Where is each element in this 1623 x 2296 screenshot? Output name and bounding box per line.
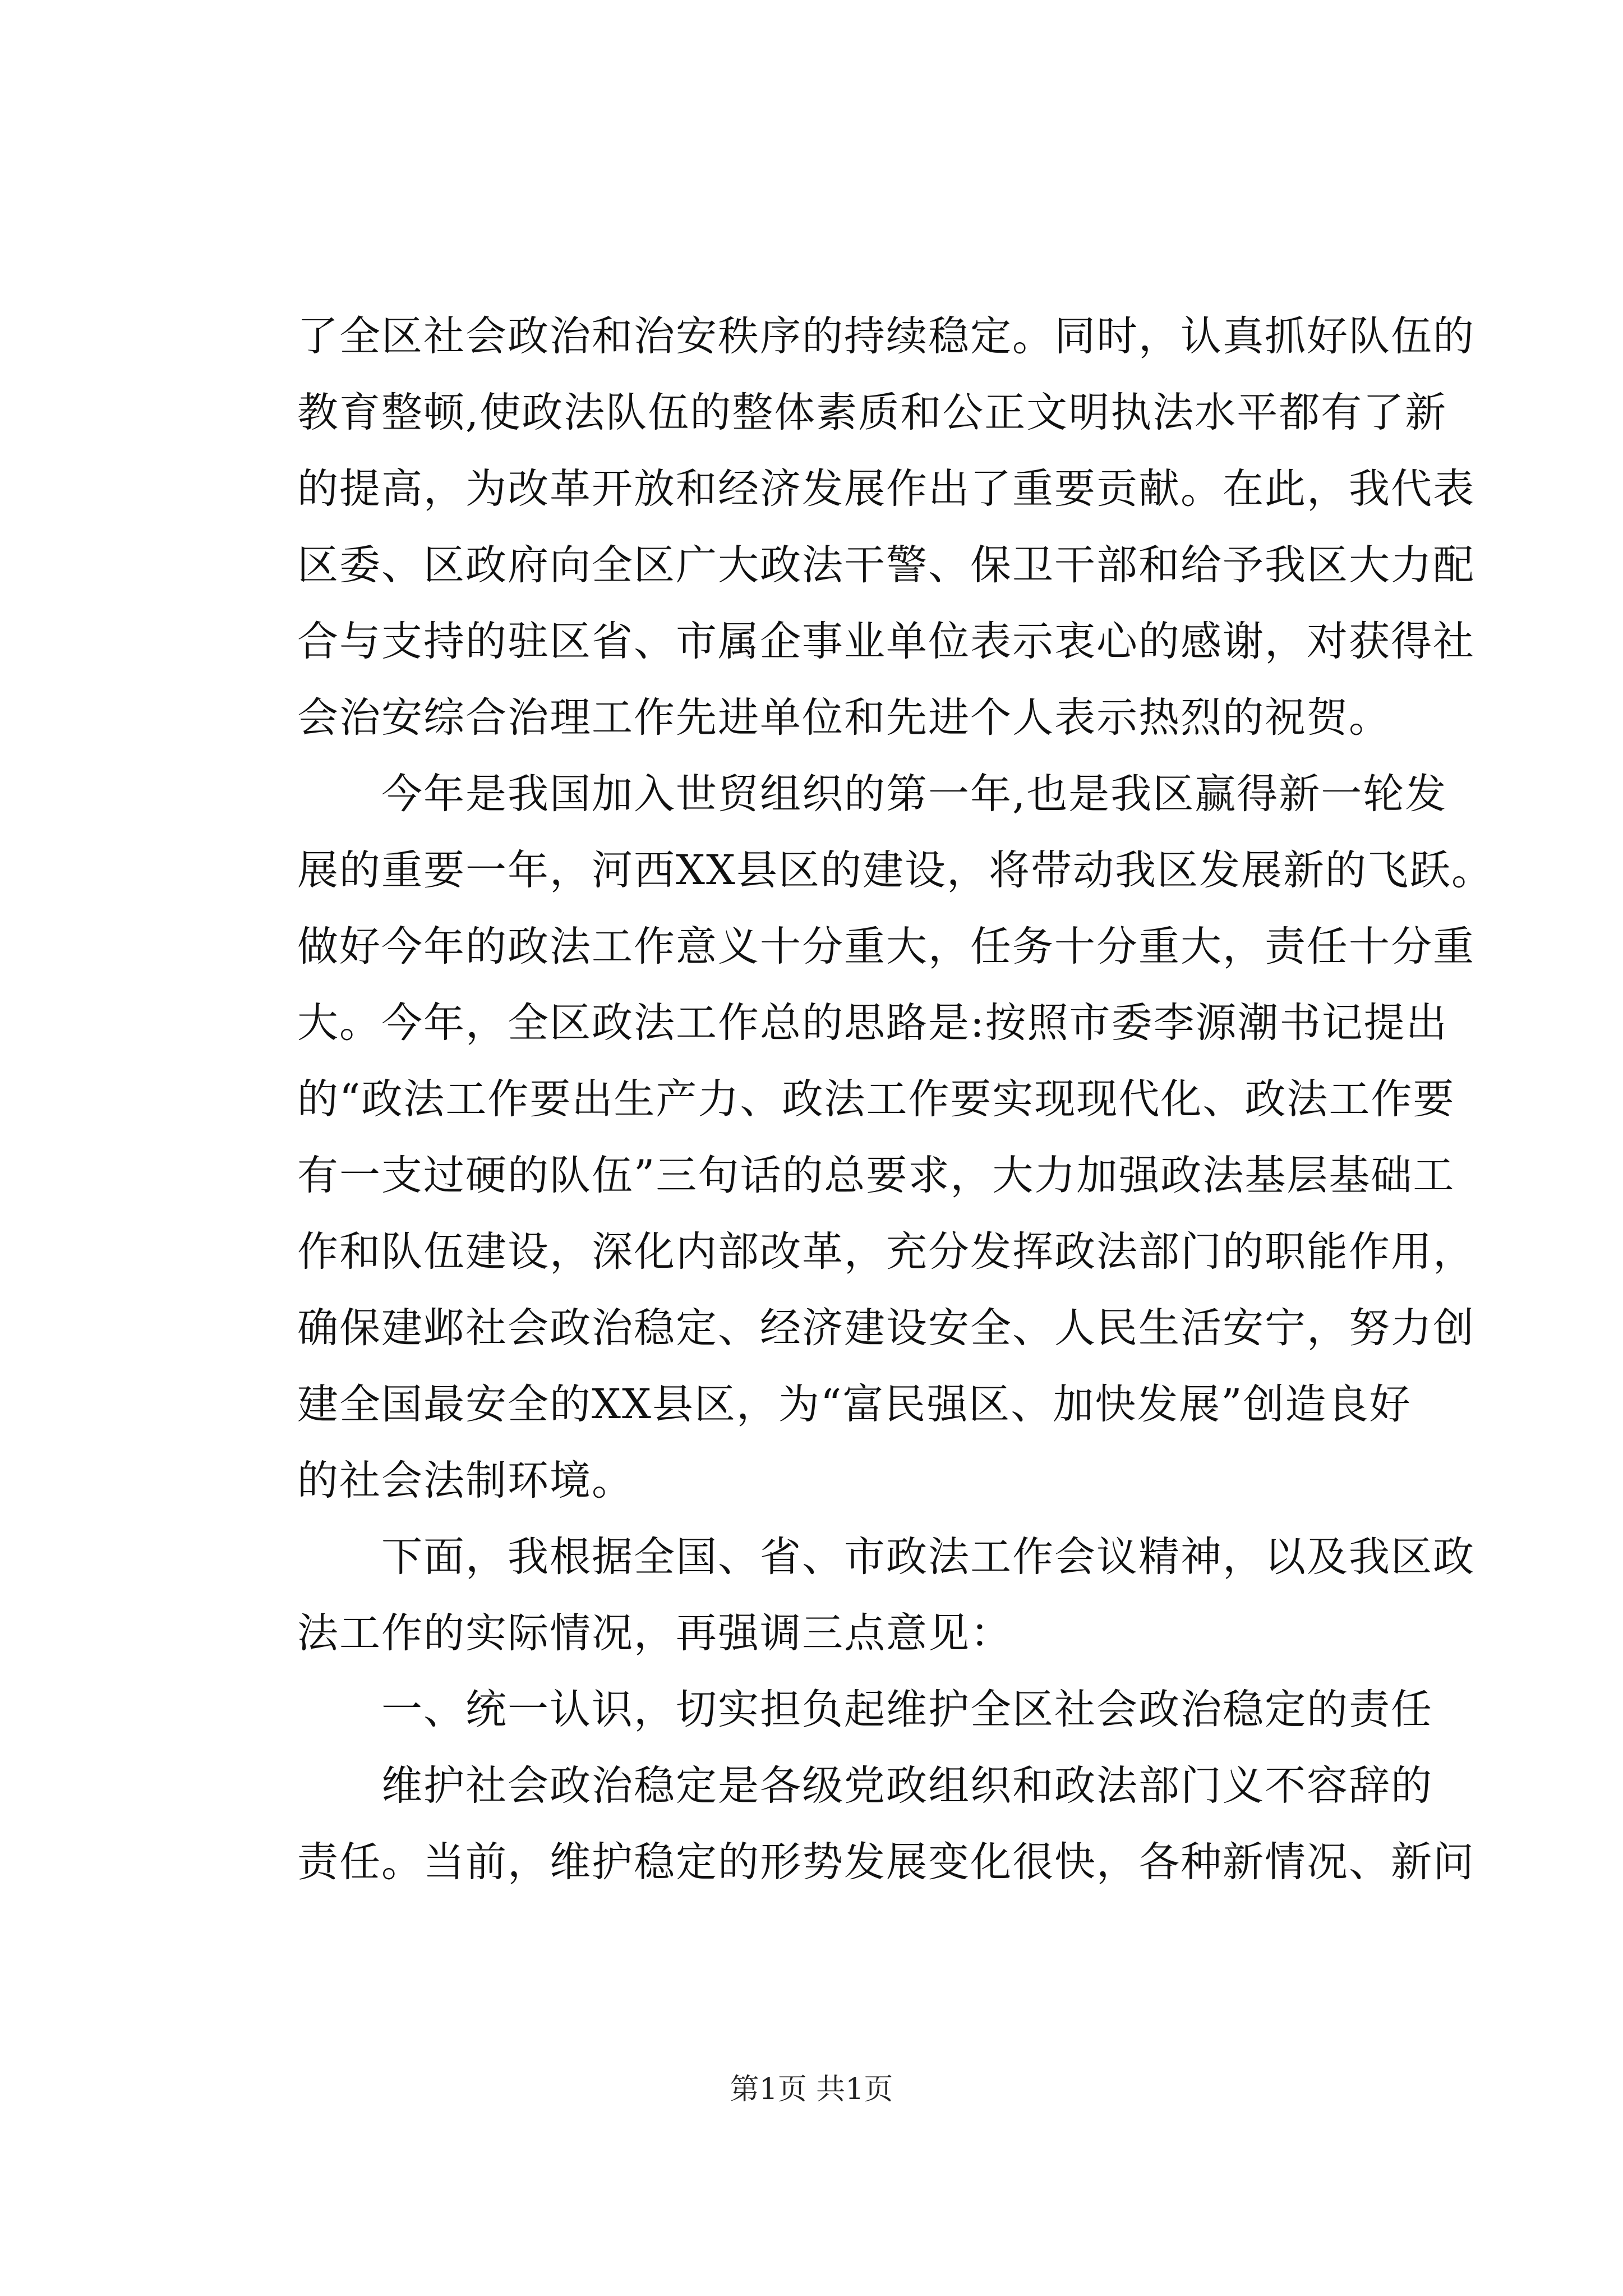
- text-line: 做好今年的政法工作意义十分重大，任务十分重大，责任十分重: [297, 923, 1475, 970]
- page-number-footer: 第1页 共1页: [730, 2073, 893, 2106]
- text-line: 作和队伍建设，深化内部改革，充分发挥政法部门的职能作用，: [297, 1228, 1475, 1276]
- text-line: 合与支持的驻区省、市属企事业单位表示衷心的感谢，对获得社: [297, 618, 1475, 665]
- section-heading: 一、统一认识，切实担负起维护全区社会政治稳定的责任: [381, 1686, 1433, 1733]
- text-line: 了全区社会政治和治安秩序的持续稳定。同时，认真抓好队伍的: [297, 312, 1475, 360]
- paragraph-start-line: 维护社会政治稳定是各级党政组织和政法部门义不容辞的: [381, 1762, 1433, 1810]
- text-line: 的社会法制环境。: [297, 1457, 634, 1504]
- text-line: 的“政法工作要出生产力、政法工作要实现现代化、政法工作要: [297, 1075, 1455, 1123]
- text-line: 责任。当前，维护稳定的形势发展变化很快，各种新情况、新问: [297, 1838, 1475, 1886]
- text-line: 会治安综合治理工作先进单位和先进个人表示热烈的祝贺。: [297, 694, 1391, 742]
- text-line: 有一支过硬的队伍”三句话的总要求，大力加强政法基层基础工: [297, 1152, 1455, 1199]
- text-line: 大。今年，全区政法工作总的思路是:按照市委李源潮书记提出: [297, 999, 1448, 1047]
- paragraph-start-line: 下面，我根据全国、省、市政法工作会议精神，以及我区政: [381, 1533, 1475, 1581]
- text-line: 教育整顿,使政法队伍的整体素质和公正文明执法水平都有了新: [297, 389, 1447, 436]
- text-line: 建全国最安全的XX县区，为“富民强区、加快发展”创造良好: [297, 1381, 1412, 1428]
- paragraph-start-line: 今年是我国加入世贸组织的第一年,也是我区赢得新一轮发: [381, 770, 1447, 818]
- text-line: 确保建邺社会政治稳定、经济建设安全、人民生活安宁，努力创: [297, 1304, 1475, 1352]
- text-line: 区委、区政府向全区广大政法干警、保卫干部和给予我区大力配: [297, 541, 1475, 589]
- text-line: 的提高，为改革开放和经济发展作出了重要贡献。在此，我代表: [297, 465, 1475, 513]
- text-line: 展的重要一年，河西XX县区的建设，将带动我区发展新的飞跃。: [297, 846, 1493, 894]
- text-line: 法工作的实际情况，再强调三点意见：: [297, 1609, 1012, 1657]
